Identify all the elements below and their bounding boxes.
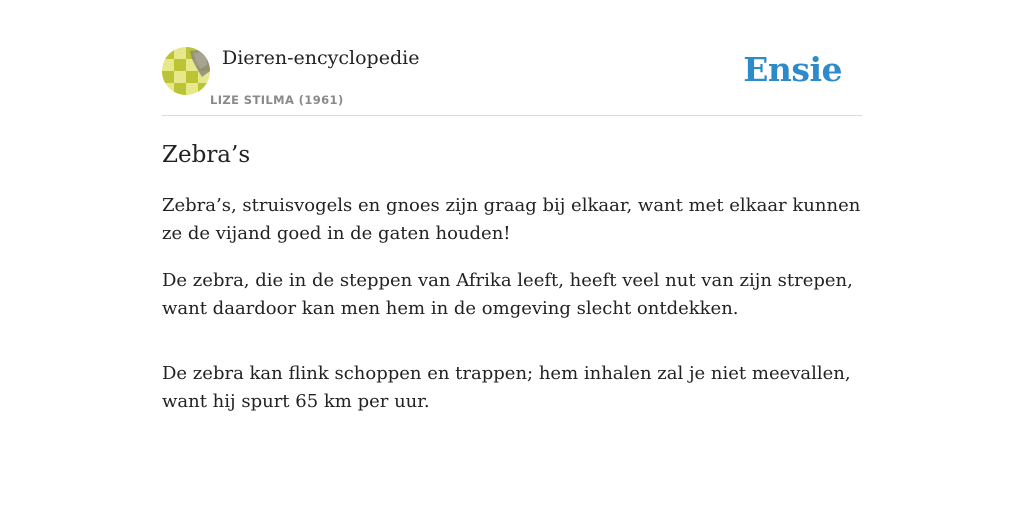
collection-title-link[interactable]: Dieren-encyclopedie xyxy=(222,47,420,69)
entry-paragraph: De zebra kan flink schoppen en trappen; hem inhalen zal je niet meevallen, want hij spurt 65 km per uur. xyxy=(162,363,851,412)
entry-body xyxy=(162,192,862,435)
entry-paragraph: De zebra, die in de steppen van Afrika leeft, heeft veel nut van zijn strepen, want daardoor kan men hem in de omgeving slecht ontdekken. xyxy=(162,270,853,319)
entry-paragraph: Zebra’s, struisvogels en gnoes zijn graag bij elkaar, want met elkaar kunnen ze de vijand goed in de gaten houden! xyxy=(162,195,861,244)
collection-avatar[interactable] xyxy=(162,47,210,95)
entry-title: Zebra’s xyxy=(162,142,251,168)
author-label: LIZE STILMA (1961) xyxy=(210,93,344,107)
page-header xyxy=(162,46,862,116)
ensie-logo[interactable]: Ensie xyxy=(743,50,842,89)
